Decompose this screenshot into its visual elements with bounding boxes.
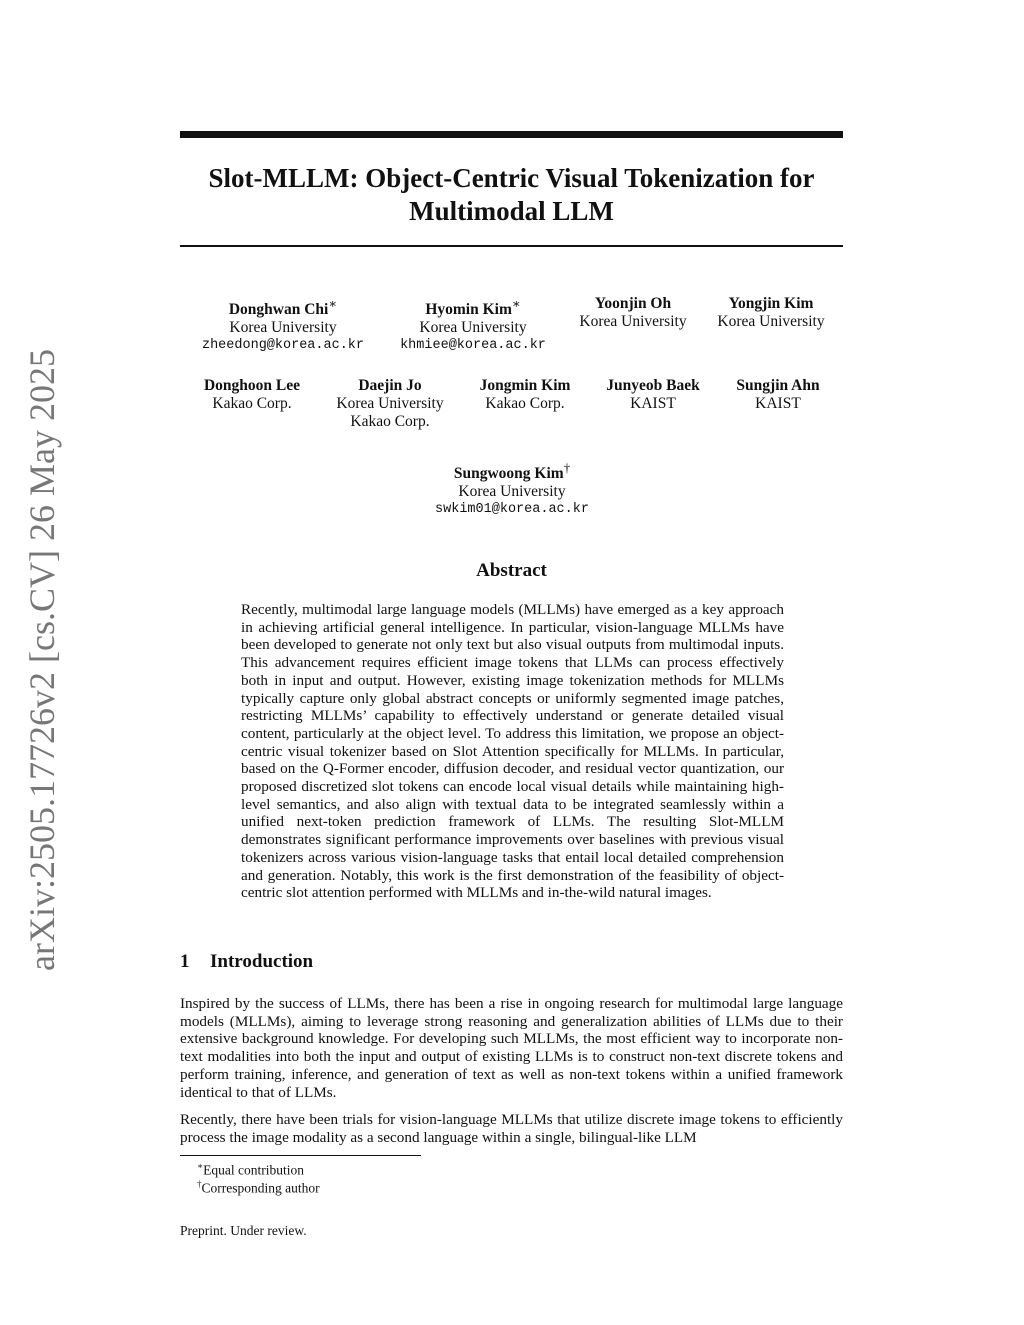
author-affiliation: Kakao Corp. bbox=[350, 413, 430, 430]
section-heading: 1 Introduction bbox=[180, 951, 314, 972]
author-name: Yoonjin Oh bbox=[594, 295, 672, 312]
author-name: Sungjin Ahn bbox=[736, 377, 820, 394]
author-email: zheedong@korea.ac.kr bbox=[201, 338, 365, 354]
paper-title: Slot-MLLM: Object-Centric Visual Tokenization for Multimodal LLM bbox=[208, 163, 815, 226]
author-block bbox=[400, 295, 546, 355]
author-name: Junyeob Baek bbox=[606, 377, 700, 394]
author-affiliation: Korea University bbox=[229, 319, 337, 337]
body-paragraph: Recently, there have been trials for vision-language MLLMs that utilize discrete image tokens to efficiently process the image modality as a second language within a single, bilingual-like LLM bbox=[180, 1111, 843, 1146]
abstract-text: Recently, multimodal large language models (MLLMs) have emerged as a key approach in achieving artificial general intelligence. In particular, vision-language MLLMs have been developed to generate not only text but also visual outputs from multimodal inputs. This advancement requires efficient image tokens that LLMs can process effectively both in input and output. However, existing image tokenization methods for MLLMs typically capture only global abstract concepts or uniformly segmented image patches, restricting MLLMs’ capability to effectively understand or generate detailed visual content, particularly at the object level. To address this limitation, we propose an object-centric visual tokenizer based on Slot Attention specifically for MLLMs. In particular, based on the Q-Former encoder, diffusion decoder, and residual vector quantization, our proposed discretized slot tokens can encode local visual details while maintaining high-level semantics, and also align with textual data to be integrated seamlessly within a unified next-token prediction framework of LLMs. The resulting Slot-MLLM demonstrates significant performance improvements over baselines with previous visual tokenizers across various vision-language tasks that entail local detailed comprehension and generation. Notably, this work is the first demonstration of the feasibility of object-centric slot attention performed with MLLMs and in-the-wild natural images. bbox=[241, 601, 784, 902]
preprint-note: Preprint. Under review. bbox=[180, 1223, 307, 1238]
author-block bbox=[579, 295, 686, 331]
author-affiliation: KAIST bbox=[755, 395, 801, 412]
footnote-rule bbox=[180, 1155, 421, 1156]
author-affiliation: Korea University bbox=[717, 313, 825, 330]
author-block bbox=[435, 459, 589, 519]
author-block bbox=[717, 295, 824, 331]
footnote: ∗Equal contribution bbox=[197, 1161, 304, 1178]
author-name: Donghoon Lee bbox=[203, 377, 301, 394]
author-affiliation: KAIST bbox=[630, 395, 676, 412]
author-affiliation: Kakao Corp. bbox=[485, 395, 565, 412]
abstract-heading: Abstract bbox=[476, 560, 547, 581]
author-name: Yongjin Kim bbox=[728, 295, 814, 312]
footnote: †Corresponding author bbox=[197, 1179, 320, 1196]
author-affiliation: Korea University bbox=[579, 313, 687, 330]
author-email: swkim01@korea.ac.kr bbox=[435, 502, 589, 518]
author-email: khmiee@korea.ac.kr bbox=[400, 338, 546, 354]
author-block bbox=[204, 377, 300, 413]
author-affiliation: Korea University bbox=[458, 483, 566, 501]
author-block bbox=[480, 377, 571, 413]
author-block bbox=[202, 295, 364, 355]
author-affiliation: Kakao Corp. bbox=[212, 395, 292, 412]
title-top-rule bbox=[180, 131, 843, 138]
author-block bbox=[606, 377, 699, 413]
author-affiliation: Korea University bbox=[336, 395, 444, 412]
author-block bbox=[336, 377, 443, 431]
title-bottom-rule bbox=[180, 245, 843, 247]
author-affiliation: Korea University bbox=[419, 319, 527, 337]
body-paragraph: Inspired by the success of LLMs, there has been a rise in ongoing research for multimodal large language models (MLLMs), aiming to leverage strong reasoning and generalization abilities of LLMs due to their extensive background knowledge. For developing such MLLMs, the most efficient way to incorporate non-text modalities into both the input and output of existing LLMs is to construct non-text discrete tokens and perform training, inference, and generation of text as well as non-text tokens within a unified framework identical to that of LLMs. bbox=[180, 995, 843, 1101]
author-name: Daejin Jo bbox=[358, 377, 422, 394]
author-name: Jongmin Kim bbox=[479, 377, 571, 394]
author-name: Hyomin Kim∗ bbox=[425, 296, 521, 319]
author-block bbox=[736, 377, 819, 413]
author-name: Sungwoong Kim† bbox=[453, 460, 571, 483]
author-name: Donghwan Chi∗ bbox=[228, 296, 338, 319]
arxiv-identifier: arXiv:2505.17726v2 [cs.CV] 26 May 2025 bbox=[22, 349, 62, 971]
